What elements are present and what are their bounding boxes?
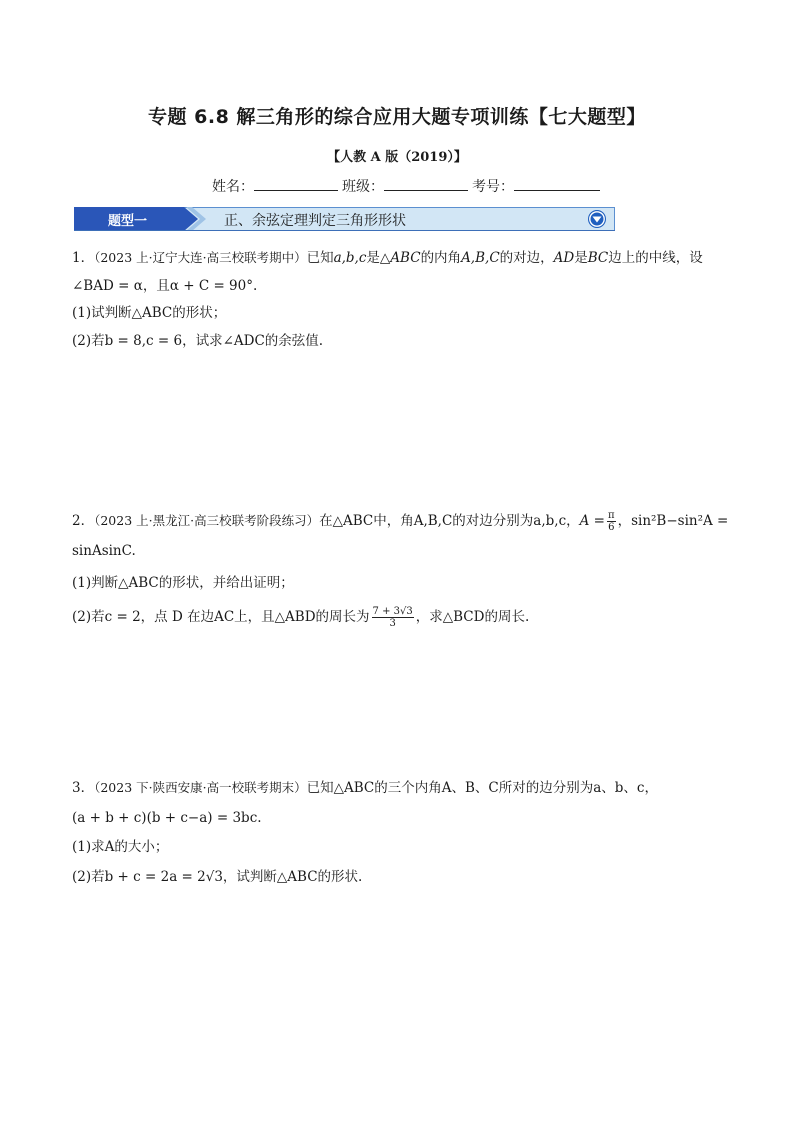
question-2-condition: sinAsinC. [72,543,136,559]
question-2-part-1: (1)判断△ABC的形状，并给出证明； [72,574,294,591]
student-info-line [212,176,612,196]
section-banner [74,207,615,231]
section-topic: 正、余弦定理判定三角形形状 [224,213,406,229]
question-2-stem: 2．（2023 上·黑龙江·高三校联考阶段练习）在△ABC中，角A,B,C的对边分别为a,b,c，A = $\frac{\pi}{6}$ ，sin²B−sin²A = [72,510,729,533]
question-source: （2023 上·辽宁大连·高三校联考期中） [94,250,307,265]
question-3-condition: (a + b + c)(b + c−a) = 3bc. [72,809,262,826]
question-2-part-2: (2)若c = 2，点 D 在边AC上，且△ABD的周长为 $\frac{7 + 3√3}{3}$ ，求△BCD的周长. [72,606,530,630]
class-field [384,176,468,191]
question-1-part-1: (1)试判断△ABC的形状； [72,305,227,322]
question-3-stem: 3．（2023 下·陕西安康·高一校联考期末）已知△ABC的三个内角A、B、C所对的边分别为a、b、c， [72,780,658,796]
class-label: 班级： [342,179,384,195]
id-field [514,176,600,191]
question-2 [72,510,732,629]
question-3-part-2: (2)若b + c = 2a = 2√3，试判断△ABC的形状. [72,868,363,885]
question-1-part-2: (2)若b = 8,c = 6，试求∠ADC的余弦值. [72,332,324,349]
id-label: 考号： [472,179,514,195]
question-1-condition: ∠BAD = α，且α + C = 90°. [72,277,258,294]
section-tag: 题型一 [108,214,148,229]
name-field [254,176,338,191]
fraction-perimeter: $\frac{7 + 3√3}{3}$ [372,606,413,630]
page-title: 专题 6.8 解三角形的综合应用大题专项训练【七大题型】 [148,106,646,128]
name-label: 姓名： [212,179,254,195]
question-1 [72,250,732,350]
question-3-part-1: (1)求A的大小； [72,839,169,856]
question-3 [72,780,732,886]
question-source: （2023 下·陕西安康·高一校联考期末） [94,780,307,795]
question-source: （2023 上·黑龙江·高三校联考阶段练习） [94,513,320,528]
question-1-stem: 1．（2023 上·辽宁大连·高三校联考期中）已知a,b,c是△ABC的内角A,B,C的对边，AD是BC边上的中线，设 [72,250,703,266]
fraction-pi-over-6: $\frac{\pi}{6}$ [608,510,615,533]
edition-label: 【人教 A 版（2019）】 [327,150,467,165]
chevron-down-circle-icon[interactable] [587,209,607,229]
